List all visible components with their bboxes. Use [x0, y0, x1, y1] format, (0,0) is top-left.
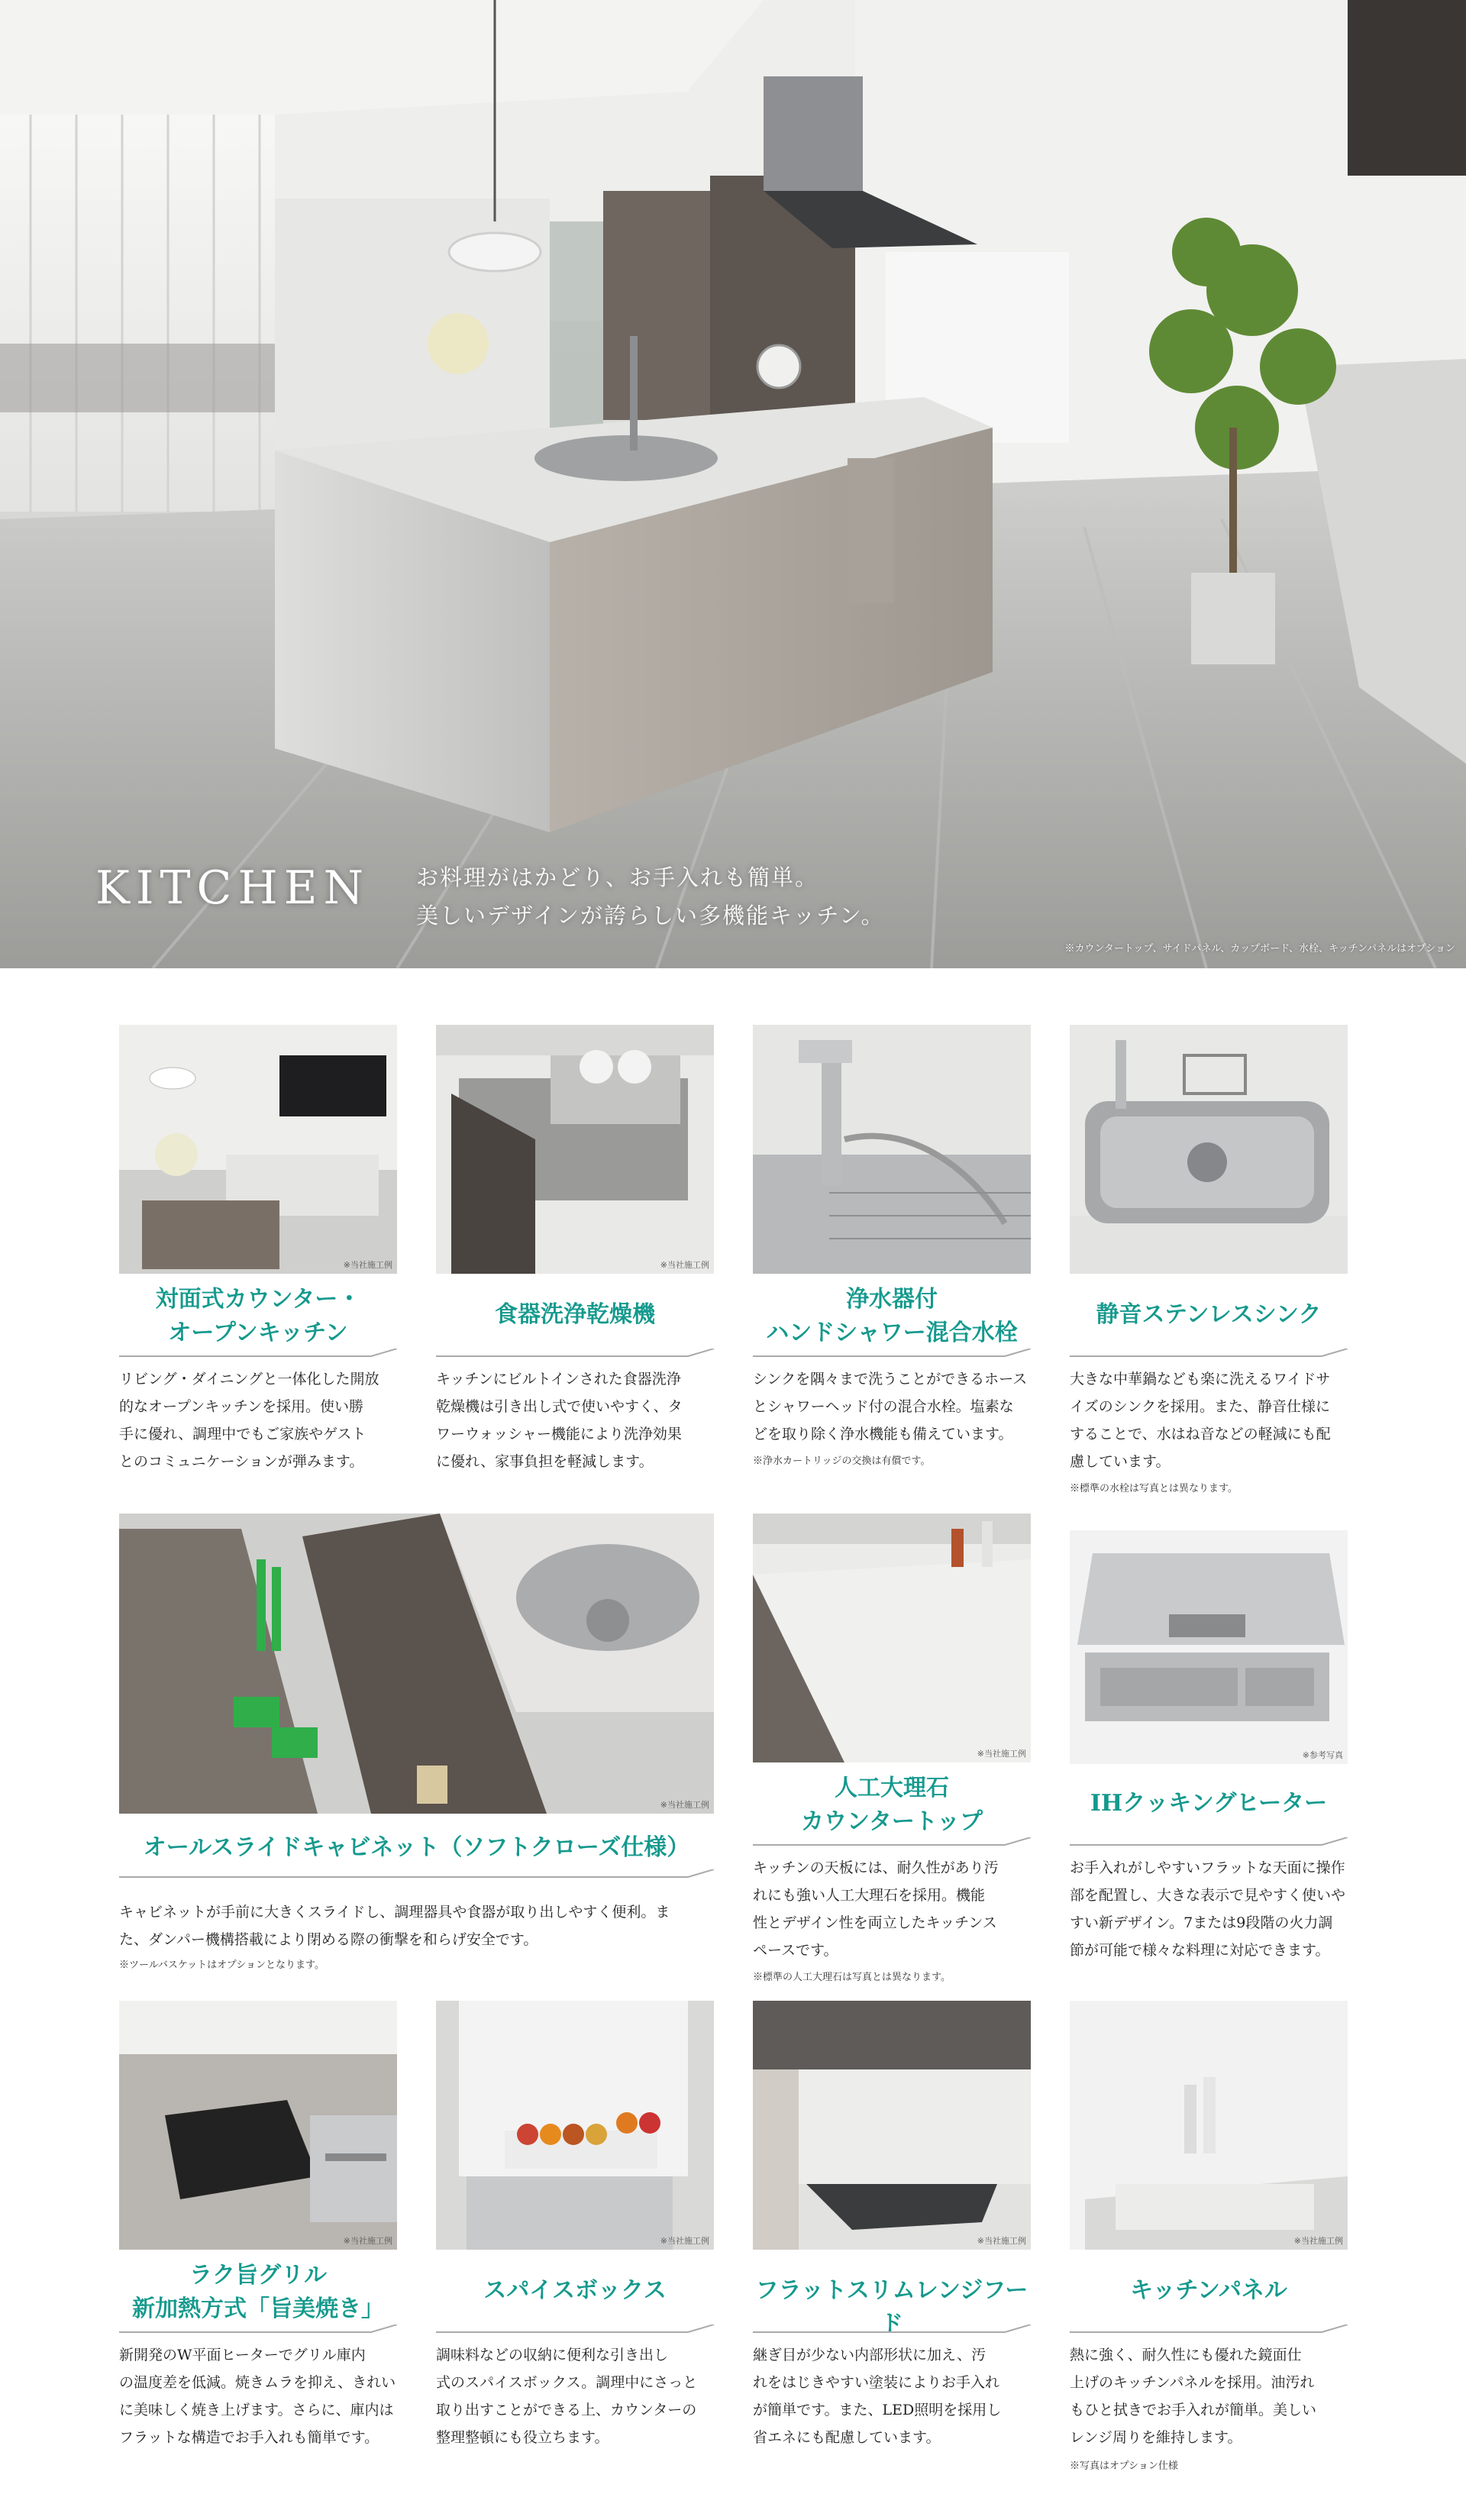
desc-line: 継ぎ目が少ない内部形状に加え、汚	[753, 2347, 986, 2363]
dishwasher-photo	[436, 1025, 714, 1274]
feature-title-line-2: ハンドシャワー混合水栓	[766, 1320, 1018, 1346]
feature-note: ※標準の人工大理石は写真とは異なります。	[753, 1972, 951, 1983]
desc-line: キャビネットが手前に大きくスライドし、調理器具や食器が取り出しやすく便利。ま	[119, 1904, 670, 1921]
feature-title-line-1: IHクッキングヒーター	[1090, 1790, 1328, 1817]
feature-description	[753, 2341, 1031, 2451]
photo-note: ※当社施工例	[977, 1749, 1026, 1759]
title-underline	[119, 1869, 714, 1880]
hero-option-note: ※カウンタートップ、サイドパネル、カップボード、水栓、キッチンパネルはオプション	[1064, 943, 1455, 955]
feature-note: ※ツールバスケットはオプションとなります。	[119, 1959, 325, 1971]
hero-title: KITCHEN	[95, 861, 370, 915]
feature-title-line-1: 静音ステンレスシンク	[1096, 1301, 1322, 1328]
desc-line: すい新デザイン。7または9段階の火力調	[1070, 1914, 1333, 1931]
desc-line: シンクを隅々まで洗うことができるホース	[753, 1371, 1028, 1388]
feature-title-line-1: 対面式カウンター・	[155, 1286, 361, 1313]
photo-note: ※当社施工例	[1293, 2236, 1343, 2246]
title-underline	[436, 2325, 714, 2335]
desc-line: レンジ周りを維持します。	[1070, 2429, 1242, 2446]
feature-description	[436, 2341, 714, 2451]
desc-line: た、ダンパー機構搭載により閉める際の衝撃を和らげ安全です。	[119, 1931, 538, 1948]
open-kitchen-photo	[119, 1025, 397, 1274]
feature-description	[753, 1365, 1031, 1448]
title-underline	[436, 1349, 714, 1359]
feature-title-line-1: キッチンパネル	[1130, 2277, 1287, 2304]
desc-line: フラットな構造でお手入れも簡単です。	[119, 2429, 379, 2446]
feature-title-line-1: スパイスボックス	[483, 2277, 667, 2304]
photo-note: ※当社施工例	[660, 2236, 709, 2246]
feature-title-line-1: 浄水器付	[846, 1286, 938, 1313]
feature-description	[119, 1365, 397, 1475]
desc-line: どを取り除く浄水機能も備えています。	[753, 1426, 1013, 1443]
title-underline	[753, 2325, 1031, 2335]
range-hood-photo	[753, 2001, 1031, 2250]
spice-box-photo	[436, 2001, 714, 2250]
hero-tagline-line-2: 美しいデザインが誇らしい多機能キッチン。	[416, 903, 885, 929]
desc-line: の温度差を低減。焼きムラを抑え、きれい	[119, 2374, 396, 2391]
hero-photo	[0, 0, 1466, 968]
desc-line: 整理整頓にも役立ちます。	[436, 2429, 609, 2446]
desc-line: 上げのキッチンパネルを採用。油汚れ	[1070, 2374, 1315, 2391]
desc-line: 調味料などの収納に便利な引き出し	[436, 2347, 669, 2363]
grill-photo	[119, 2001, 397, 2250]
hero-kitchen-illustration	[0, 0, 1466, 968]
feature-description	[1070, 1854, 1348, 1964]
feature-description	[436, 1365, 714, 1475]
desc-line: 乾燥機は引き出し式で使いやすく、タ	[436, 1398, 683, 1415]
feature-title-line-2: カウンタートップ	[801, 1808, 983, 1835]
title-underline	[1070, 1837, 1348, 1848]
feature-title-line-1: 人工大理石	[835, 1775, 949, 1801]
photo-note: ※当社施工例	[660, 1800, 709, 1810]
feature-title-line-1: ラク旨グリル	[189, 2262, 327, 2289]
feature-note: ※浄水カートリッジの交換は有償です。	[753, 1455, 931, 1467]
feature-title-line-1: フラットスリムレンジフード	[755, 2277, 1028, 2337]
desc-line: に美味しく焼き上げます。さらに、庫内は	[119, 2402, 394, 2418]
photo-note: ※当社施工例	[660, 1260, 709, 1270]
desc-line: 的なオープンキッチンを採用。使い勝	[119, 1398, 363, 1415]
title-underline	[753, 1349, 1031, 1359]
feature-title-line-2: オープンキッチン	[168, 1320, 348, 1346]
desc-line: 部を配置し、大きな表示で見やすく使いや	[1070, 1887, 1346, 1904]
feature-title	[436, 2274, 714, 2308]
desc-line: 大きな中華鍋なども楽に洗えるワイドサ	[1070, 1371, 1331, 1388]
desc-line: ペースです。	[753, 1942, 838, 1959]
feature-title	[119, 1831, 714, 1865]
feature-description	[119, 1898, 714, 1953]
desc-line: とのコミュニケーションが弾みます。	[119, 1453, 364, 1470]
feature-description	[1070, 1365, 1348, 1475]
title-underline	[753, 1837, 1031, 1848]
sink-photo	[1070, 1025, 1348, 1274]
desc-line: 手に優れ、調理中でもご家族やゲスト	[119, 1426, 366, 1443]
feature-title-line-1: オールスライドキャビネット（ソフトクローズ仕様）	[143, 1834, 690, 1861]
feature-title-line-1: 食器洗浄乾燥機	[495, 1301, 655, 1328]
feature-title-line-2: 新加熱方式「旨美焼き」	[132, 2295, 384, 2322]
photo-note: ※参考写真	[1302, 1750, 1343, 1760]
desc-line: 省エネにも配慮しています。	[753, 2429, 941, 2446]
desc-line: れをはじきやすい塗装によりお手入れ	[753, 2374, 1000, 2391]
photo-note: ※当社施工例	[977, 2236, 1026, 2246]
desc-line: が簡単です。また、LED照明を採用し	[753, 2402, 1002, 2418]
desc-line: 慮しています。	[1070, 1453, 1171, 1470]
desc-line: 取り出すことができる上、カウンターの	[436, 2402, 697, 2418]
desc-line: イズのシンクを採用。また、静音仕様に	[1070, 1398, 1330, 1415]
desc-line: 新開発のW平面ヒーターでグリル庫内	[119, 2347, 366, 2363]
desc-line: れにも強い人工大理石を採用。機能	[753, 1887, 986, 1904]
desc-line: 式のスパイスボックス。調理中にさっと	[436, 2374, 698, 2391]
feature-title	[1070, 2274, 1348, 2308]
desc-line: キッチンの天板には、耐久性があり汚	[753, 1859, 999, 1876]
feature-description	[119, 2341, 397, 2451]
desc-line: に優れ、家事負担を軽減します。	[436, 1453, 654, 1470]
title-underline	[1070, 1349, 1348, 1359]
feature-description	[1070, 2341, 1348, 2451]
title-underline	[119, 2325, 397, 2335]
feature-title	[753, 1772, 1031, 1839]
desc-line: リビング・ダイニングと一体化した開放	[119, 1371, 379, 1388]
desc-line: もひと拭きでお手入れが簡単。美しい	[1070, 2402, 1317, 2418]
feature-title	[1070, 1298, 1348, 1332]
photo-note: ※当社施工例	[343, 2236, 392, 2246]
faucet-photo	[753, 1025, 1031, 1274]
photo-note: ※当社施工例	[343, 1260, 392, 1270]
feature-note: ※写真はオプション仕様	[1070, 2460, 1178, 2472]
title-underline	[119, 1349, 397, 1359]
title-underline	[1070, 2325, 1348, 2335]
desc-line: 節が可能で様々な料理に対応できます。	[1070, 1942, 1330, 1959]
desc-line: ワーウォッシャー機能により洗浄効果	[436, 1426, 682, 1443]
slide-cabinet-photo	[119, 1514, 714, 1814]
desc-line: 熱に強く、耐久性にも優れた鏡面仕	[1070, 2347, 1302, 2363]
hero-tagline	[416, 858, 885, 935]
desc-line: 性とデザイン性を両立したキッチンス	[753, 1914, 997, 1931]
desc-line: とシャワーヘッド付の混合水栓。塩素な	[753, 1398, 1014, 1415]
desc-line: お手入れがしやすいフラットな天面に操作	[1070, 1859, 1345, 1876]
feature-title	[119, 1283, 397, 1350]
feature-title	[436, 1298, 714, 1332]
feature-title	[753, 1283, 1031, 1350]
ih-heater-photo	[1070, 1530, 1348, 1764]
countertop-photo	[753, 1514, 1031, 1762]
desc-line: キッチンにビルトインされた食器洗浄	[436, 1371, 681, 1388]
feature-title	[119, 2259, 397, 2326]
kitchen-panel-photo	[1070, 2001, 1348, 2250]
feature-description	[753, 1854, 1031, 1964]
desc-line: することで、水はね音などの軽減にも配	[1070, 1426, 1331, 1443]
hero-tagline-line-1: お料理がはかどり、お手入れも簡単。	[416, 864, 819, 890]
feature-title	[1070, 1787, 1348, 1821]
feature-note: ※標準の水栓は写真とは異なります。	[1070, 1483, 1238, 1494]
